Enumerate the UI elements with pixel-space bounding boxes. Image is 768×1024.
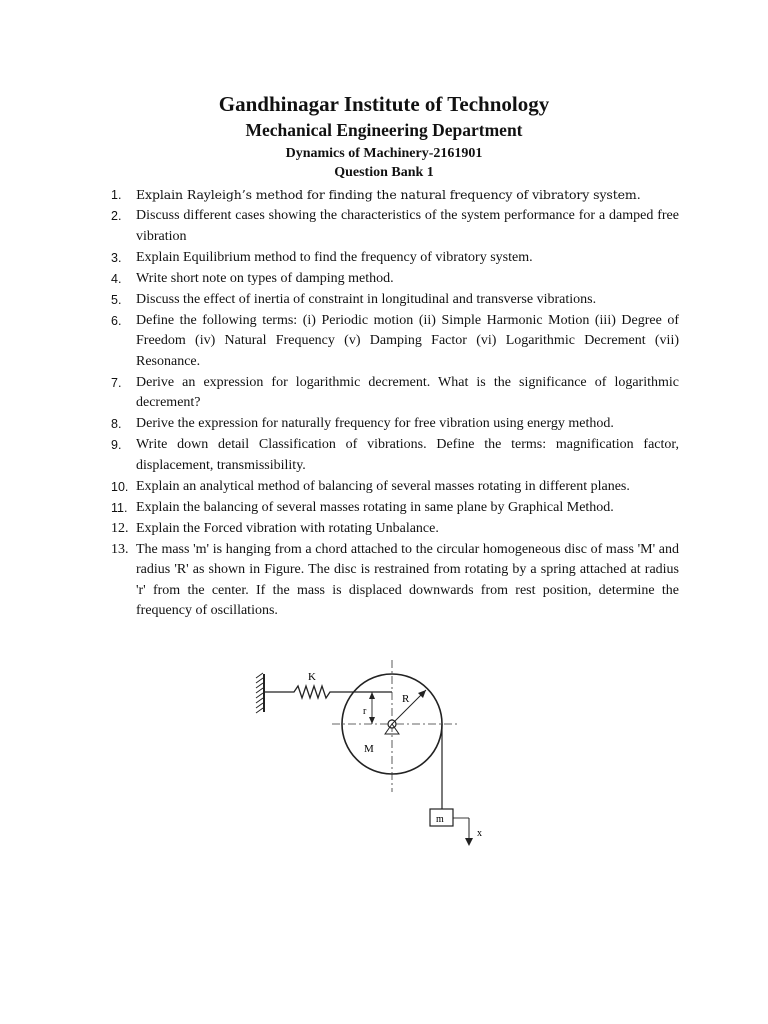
question-text: Discuss different cases showing the characteristics of the system performance for a damped free vibration bbox=[136, 208, 679, 244]
question-number: 9. bbox=[111, 438, 122, 452]
question-item bbox=[0, 206, 768, 247]
question-item bbox=[0, 519, 768, 540]
question-text: Explain an analytical method of balancing of several masses rotating in different planes. bbox=[136, 478, 630, 494]
question-text: Discuss the effect of inertia of constraint in longitudinal and transverse vibrations. bbox=[136, 291, 597, 307]
question-number: 8. bbox=[111, 417, 122, 431]
question-number: 11. bbox=[111, 500, 128, 515]
department-title: Mechanical Engineering Department bbox=[245, 120, 523, 140]
small-radius-label: r bbox=[363, 706, 367, 717]
question-number: 7. bbox=[111, 375, 122, 390]
question-text: Derive the expression for naturally frequency for free vibration using energy method. bbox=[136, 416, 614, 431]
fixed-wall bbox=[256, 673, 264, 713]
question-text: Derive an expression for logarithmic decrement. What is the significance of logarithmic decrement? bbox=[136, 374, 679, 410]
question-list bbox=[0, 185, 768, 622]
question-number: 5. bbox=[111, 292, 122, 307]
disc-spring-mass-figure bbox=[250, 652, 500, 852]
question-text: The mass 'm' is hanging from a chord attached to the circular homogeneous disc of mass 'M' and radius 'R' as shown in Figure. The disc is restrained from rotating by a spring attached at radius 'r' from the center. If the mass is displaced downwards from rest position, determine the frequency of oscillations. bbox=[136, 541, 679, 618]
question-item bbox=[0, 248, 768, 269]
hanging-mass-label: m bbox=[436, 814, 444, 825]
question-item bbox=[0, 414, 768, 435]
spring-label: K bbox=[308, 671, 316, 683]
question-text: Explain Equilibrium method to find the frequency of vibratory system. bbox=[136, 249, 533, 265]
question-item bbox=[0, 373, 768, 414]
question-text: Explain Rayleigh’s method for finding the natural frequency of vibratory system. bbox=[136, 187, 641, 202]
question-item bbox=[0, 498, 768, 519]
question-item bbox=[0, 477, 768, 498]
question-item bbox=[0, 311, 768, 373]
question-text: Write short note on types of damping method. bbox=[136, 270, 394, 286]
question-text: Define the following terms: (i) Periodic motion (ii) Simple Harmonic Motion (iii) Degree of Freedom (iv) Natural Frequency (v) Damping Factor (vi) Logarithmic Decrement (vii) Resonance. bbox=[136, 312, 679, 369]
question-number: 2. bbox=[111, 209, 122, 223]
question-item bbox=[0, 269, 768, 290]
small-radius-arrowhead-bottom bbox=[369, 717, 375, 724]
question-item bbox=[0, 435, 768, 476]
question-item bbox=[0, 290, 768, 311]
question-number: 4. bbox=[111, 271, 122, 286]
displacement-label: x bbox=[477, 828, 482, 839]
question-number: 1. bbox=[111, 188, 122, 202]
question-number: 13. bbox=[111, 541, 129, 557]
displacement-arrowhead bbox=[465, 838, 473, 846]
question-item bbox=[0, 540, 768, 622]
disc-mass-label: M bbox=[364, 743, 374, 755]
question-number: 3. bbox=[111, 250, 122, 265]
radius-label: R bbox=[402, 693, 410, 705]
institute-title: Gandhinagar Institute of Technology bbox=[218, 92, 550, 116]
question-number: 12. bbox=[111, 520, 129, 536]
question-text: Explain the balancing of several masses rotating in same plane by Graphical Method. bbox=[136, 499, 614, 515]
course-title: Dynamics of Machinery-2161901 bbox=[285, 146, 483, 161]
question-number: 6. bbox=[111, 313, 122, 328]
small-radius-arrowhead-top bbox=[369, 692, 375, 699]
question-bank-title: Question Bank 1 bbox=[334, 165, 434, 180]
question-text: Explain the Forced vibration with rotating Unbalance. bbox=[136, 520, 439, 536]
question-item bbox=[0, 185, 768, 206]
question-number: 10. bbox=[111, 479, 129, 494]
question-text: Write down detail Classification of vibrations. Define the terms: magnification factor, displacement, transmissibility. bbox=[136, 437, 679, 473]
